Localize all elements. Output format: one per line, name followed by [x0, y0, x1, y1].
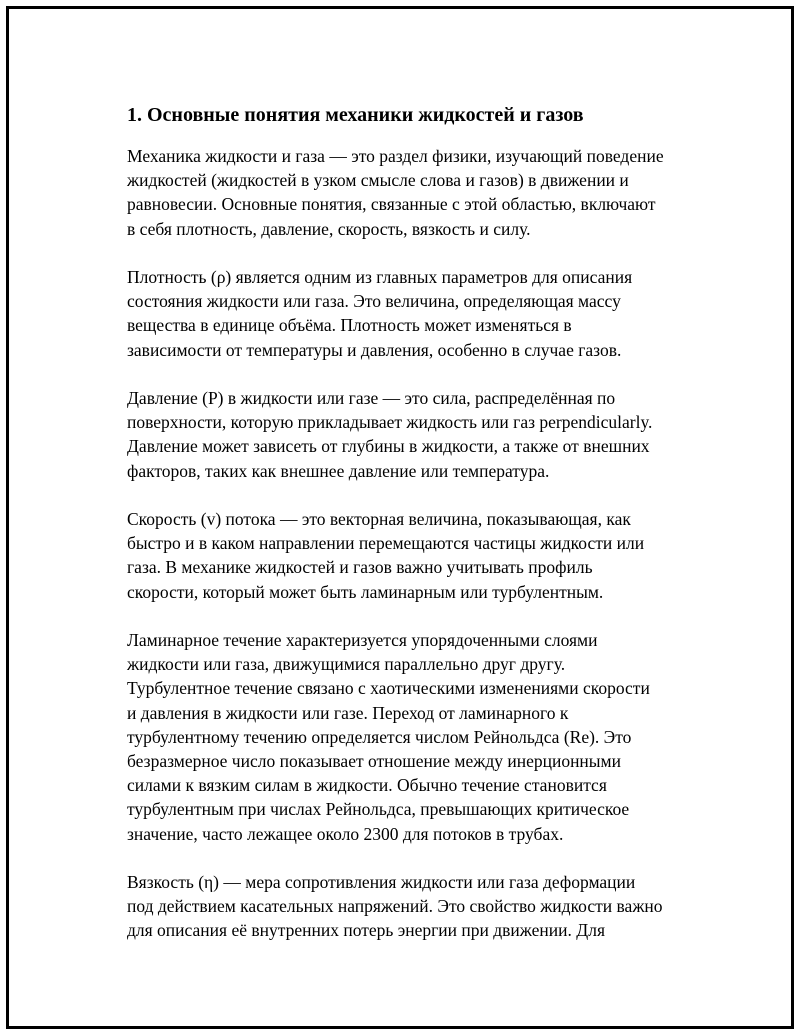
- paragraph-line: значение, часто лежащее около 2300 для потоков в трубах.: [127, 823, 564, 844]
- paragraph-line: поверхности, которую прикладывает жидкость или газ perpendicularly.: [127, 412, 653, 433]
- paragraph-line: Ламинарное течение характеризуется упорядоченными слоями: [127, 630, 598, 650]
- paragraph: [127, 144, 702, 241]
- paragraph-line: равновесии. Основные понятия, связанные с этой областью, включают: [127, 194, 656, 215]
- paragraph-line: под действием касательных напряжений. Это свойство жидкости важно: [127, 896, 663, 917]
- paragraph-line: Вязкость (η) — мера сопротивления жидкости или газа деформации: [127, 872, 636, 893]
- paragraph-list: [127, 144, 702, 943]
- paragraph-line: турбулентному течению определяется числом Рейнольдса (Re). Это: [127, 726, 632, 747]
- paragraph: [127, 386, 702, 483]
- paragraph-line: газа. В механике жидкостей и газов важно учитывать профиль: [127, 557, 593, 578]
- paragraph-line: для описания её внутренних потерь энергии при движении. Для: [127, 920, 605, 941]
- paragraph-line: турбулентным при числах Рейнольдса, превышающих критическое: [127, 799, 630, 820]
- paragraph-line: вещества в единице объёма. Плотность может изменяться в: [127, 315, 572, 336]
- paragraph-line: Скорость (v) потока — это векторная величина, показывающая, как: [127, 509, 631, 529]
- section-heading: 1. Основные понятия механики жидкостей и газов: [127, 104, 584, 126]
- paragraph-line: жидкостей (жидкостей в узком смысле слова и газов) в движении и: [127, 170, 629, 191]
- paragraph: [127, 870, 702, 943]
- paragraph-line: силами к вязким силам в жидкости. Обычно течение становится: [127, 775, 607, 796]
- page-frame: [6, 6, 794, 1029]
- paragraph-line: жидкости или газа, движущимися параллельно друг другу.: [127, 654, 566, 675]
- paragraph-line: быстро и в каком направлении перемещаются частицы жидкости или: [127, 533, 645, 554]
- paragraph-line: скорости, который может быть ламинарным или турбулентным.: [127, 581, 604, 602]
- paragraph-line: Давление (P) в жидкости или газе — это сила, распределённая по: [127, 388, 616, 408]
- paragraph: [127, 628, 702, 846]
- paragraph: [127, 265, 702, 362]
- paragraph-line: в себя плотность, давление, скорость, вязкость и силу.: [127, 218, 531, 239]
- paragraph-line: факторов, таких как внешнее давление или температура.: [127, 460, 550, 481]
- paragraph-line: Турбулентное течение связано с хаотическими изменениями скорости: [127, 678, 650, 699]
- paragraph: [127, 507, 702, 604]
- paragraph-line: Механика жидкости и газа — это раздел физики, изучающий поведение: [127, 146, 664, 166]
- paragraph-line: состояния жидкости или газа. Это величина, определяющая массу: [127, 291, 621, 312]
- paragraph-line: Плотность (ρ) является одним из главных параметров для описания: [127, 267, 633, 287]
- paragraph-line: и давления в жидкости или газе. Переход от ламинарного к: [127, 702, 569, 723]
- document-content: [127, 101, 702, 967]
- paragraph-line: Давление может зависеть от глубины в жидкости, а также от внешних: [127, 436, 650, 457]
- paragraph-line: безразмерное число показывает отношение между инерционными: [127, 751, 621, 772]
- paragraph-line: зависимости от температуры и давления, особенно в случае газов.: [127, 339, 622, 360]
